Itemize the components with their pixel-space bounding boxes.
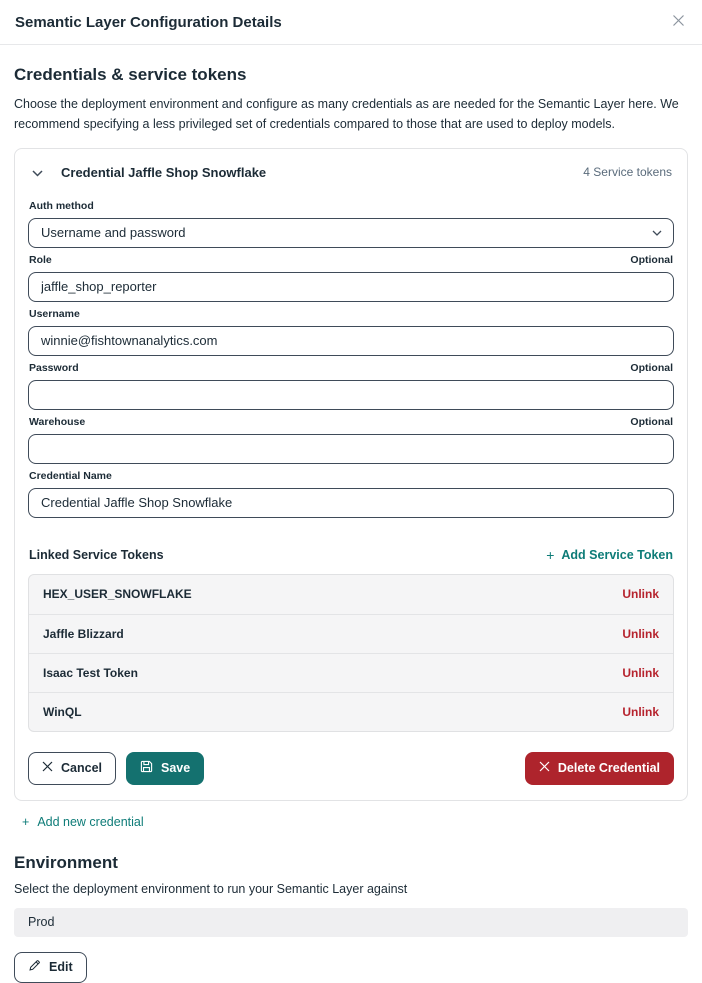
- unlink-button[interactable]: Unlink: [622, 665, 659, 680]
- warehouse-label: Warehouse: [29, 415, 86, 428]
- modal-header: [0, 0, 702, 45]
- role-label: Role: [29, 253, 52, 266]
- unlink-button[interactable]: Unlink: [622, 626, 659, 641]
- credential-card-header[interactable]: [28, 159, 674, 180]
- close-button[interactable]: [670, 12, 687, 32]
- delete-credential-label: Delete Credential: [557, 761, 660, 775]
- plus-icon: +: [22, 814, 30, 829]
- credentials-section-heading: Credentials & service tokens: [14, 65, 247, 84]
- credential-card: [14, 148, 688, 801]
- token-row: [29, 614, 673, 653]
- environment-selected-label: Prod: [28, 915, 55, 929]
- save-label: Save: [161, 761, 191, 775]
- token-row: [29, 653, 673, 692]
- auth-method-select[interactable]: [28, 218, 674, 248]
- collapse-credential-button[interactable]: [32, 165, 43, 180]
- credential-name-input[interactable]: [28, 488, 674, 518]
- auth-method-value: Username and password: [41, 225, 186, 240]
- environment-value: [14, 908, 688, 937]
- add-new-credential-button[interactable]: [22, 815, 688, 829]
- password-input[interactable]: [28, 380, 674, 410]
- modal-title: Semantic Layer Configuration Details: [15, 13, 282, 31]
- chevron-down-icon: [652, 230, 662, 236]
- role-optional-badge: Optional: [630, 253, 673, 266]
- unlink-button[interactable]: Unlink: [622, 587, 659, 601]
- auth-method-label: Auth method: [29, 199, 94, 212]
- linked-tokens-heading: Linked Service Tokens: [29, 547, 164, 562]
- environment-description: Select the deployment environment to run your Semantic Layer against: [14, 881, 408, 896]
- plus-icon: +: [546, 546, 555, 563]
- chevron-down-icon: [32, 165, 43, 180]
- token-name: Isaac Test Token: [43, 665, 138, 680]
- role-input[interactable]: [28, 272, 674, 302]
- add-new-credential-label: Add new credential: [37, 814, 144, 829]
- token-name: Jaffle Blizzard: [43, 626, 124, 641]
- save-icon: [140, 760, 153, 776]
- save-button[interactable]: [126, 752, 204, 785]
- add-service-token-button[interactable]: [546, 548, 673, 562]
- password-optional-badge: Optional: [630, 361, 673, 374]
- environment-heading: Environment: [14, 852, 118, 872]
- warehouse-input[interactable]: [28, 434, 674, 464]
- cancel-label: Cancel: [61, 761, 102, 775]
- credential-card-title: Credential Jaffle Shop Snowflake: [61, 164, 267, 180]
- credential-form: [28, 200, 674, 518]
- unlink-button[interactable]: Unlink: [622, 704, 659, 719]
- token-row: [29, 575, 673, 614]
- credential-name-label: Credential Name: [29, 469, 112, 482]
- token-name: WinQL: [43, 704, 82, 719]
- password-label: Password: [29, 361, 79, 374]
- add-service-token-label: Add Service Token: [561, 547, 673, 562]
- x-icon: [539, 761, 550, 775]
- delete-credential-button[interactable]: [525, 752, 674, 785]
- service-token-list: [28, 574, 674, 732]
- pencil-icon: [28, 959, 41, 975]
- edit-button[interactable]: [14, 952, 87, 983]
- credentials-section-description: Choose the deployment environment and configure as many credentials as are needed for the Semantic Layer here. We recommend specifying a less privileged set of credentials compared to those that are used to deploy models.: [14, 97, 679, 132]
- edit-label: Edit: [49, 960, 73, 974]
- token-row: [29, 692, 673, 731]
- credential-card-footer: [28, 752, 674, 785]
- modal-body: [0, 65, 702, 983]
- cancel-button[interactable]: [28, 752, 116, 785]
- service-token-count: 4 Service tokens: [583, 165, 672, 179]
- x-icon: [42, 761, 53, 775]
- token-name: HEX_USER_SNOWFLAKE: [43, 587, 192, 601]
- warehouse-optional-badge: Optional: [630, 415, 673, 428]
- username-input[interactable]: [28, 326, 674, 356]
- close-icon: [672, 14, 685, 30]
- username-label: Username: [29, 307, 80, 320]
